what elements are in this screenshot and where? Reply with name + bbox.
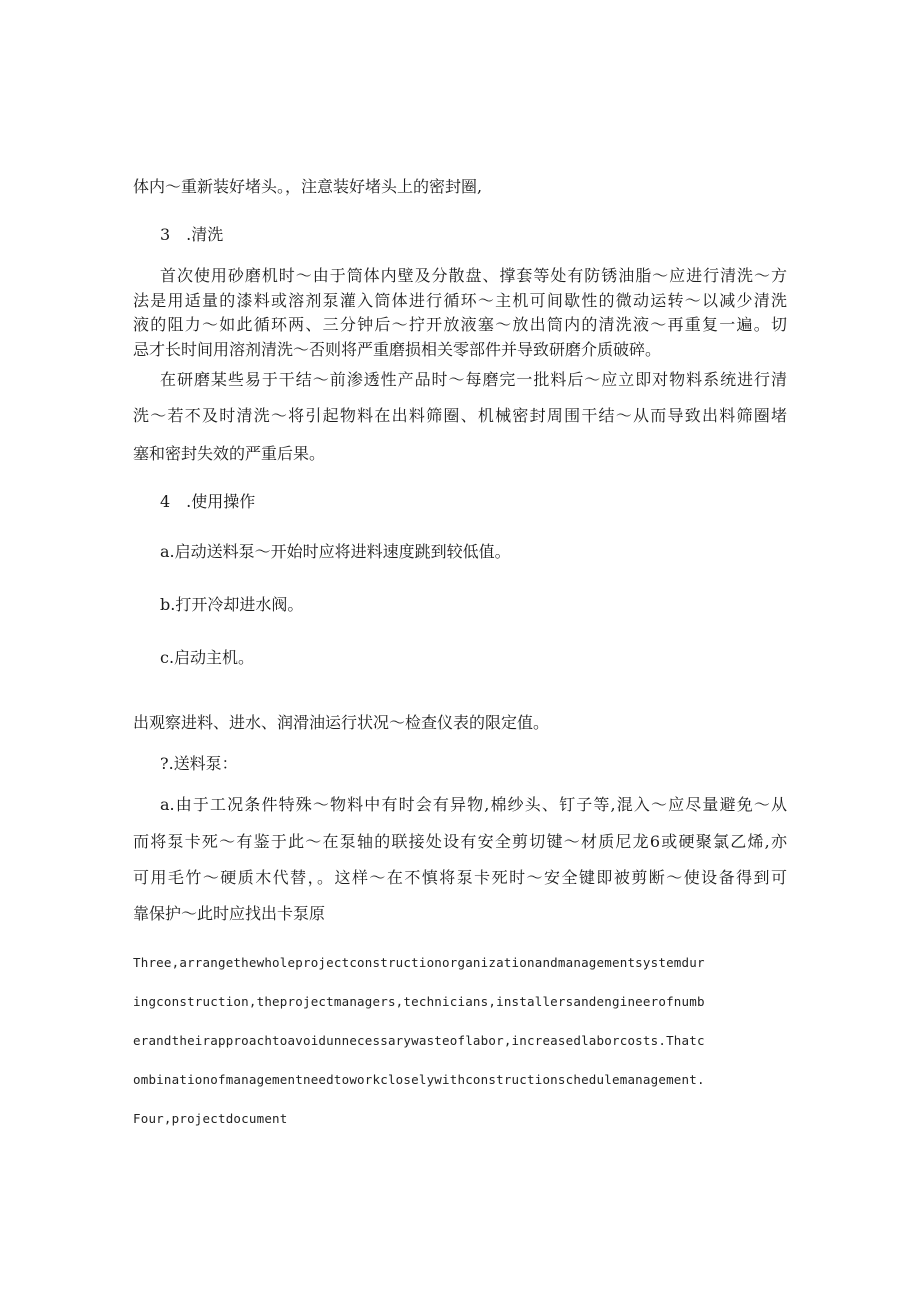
text-line: 法是用适量的漆料或溶剂泵灌入筒体进行循环～主机可间歇性的微动运转～以减少清洗 [133,291,787,310]
text-line: 液的阻力～如此循环两、三分钟后～拧开放液塞～放出筒内的清洗液～再重复一遍。切 [133,315,787,334]
text-line: 在研磨某些易于干结～前渗透性产品时～每磨完一批料后～应立即对物料系统进行清 [160,370,787,389]
english-text-line: Three,arrangethewholeprojectconstructionorganizationandmanagementsystemdur [133,955,705,970]
english-text-line: Four,projectdocument [133,1111,288,1126]
text-line: 靠保护～此时应找出卡泵原 [133,904,326,923]
list-item: c.启动主机。 [160,648,255,667]
text-line: 首次使用砂磨机时～由于筒体内壁及分散盘、撑套等处有防锈油脂～应进行清洗～方 [160,266,787,285]
text-line: 忌才长时间用溶剂清洗～否则将严重磨损相关零部件并导致研磨介质破碎。 [133,340,662,359]
list-item: b.打开冷却进水阀。 [160,595,304,614]
section-heading-pump: ?.送料泵： [160,754,238,773]
text-line: 体内～重新装好堵头。，注意装好堵头上的密封圈, [133,177,483,196]
text-line: 而将泵卡死～有鉴于此～在泵轴的联接处设有安全剪切键～材质尼龙6或硬聚氯乙烯,亦 [133,832,787,851]
text-line: a.由于工况条件特殊～物料中有时会有异物,棉纱头、钉子等,混入～应尽量避免～从 [160,795,787,814]
english-text-line: ombinationofmanagementneedtoworkcloselywithconstructionschedulemanagement. [133,1072,705,1087]
english-text-line: erandtheirapproachtoavoidunnecessarywasteoflabor,increasedlaborcosts.Thatc [133,1033,705,1048]
text-line: 出观察进料、进水、润滑油运行状况～检查仪表的限定值。 [133,713,550,732]
english-text-line: ingconstruction,theprojectmanagers,technicians,installersandengineerofnumb [133,994,705,1009]
list-item: a.启动送料泵～开始时应将进料速度跳到较低值。 [160,542,511,561]
section-heading-cleaning: 3 .清洗 [160,225,224,244]
text-line: 洗～若不及时清洗～将引起物料在出料筛圈、机械密封周围干结～从而导致出料筛圈堵 [133,406,787,425]
text-line: 可用毛竹～硬质木代替，。这样～在不慎将泵卡死时～安全键即被剪断～使设备得到可 [133,868,787,887]
text-line: 塞和密封失效的严重后果。 [133,444,326,463]
section-heading-operation: 4 .使用操作 [160,492,256,511]
